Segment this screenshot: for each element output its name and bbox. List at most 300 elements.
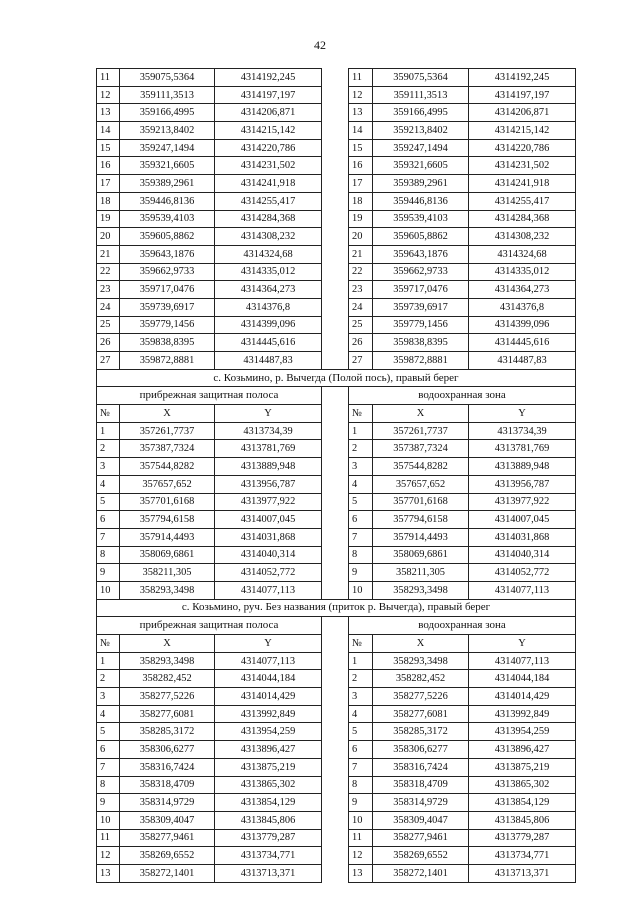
table-row — [97, 670, 576, 688]
y-coordinate: 4314241,918 — [215, 175, 322, 193]
y-coordinate: 4313992,849 — [469, 705, 576, 723]
x-coordinate: 359605,8862 — [373, 228, 469, 246]
column-header-number: № — [97, 635, 120, 653]
column-gap — [322, 122, 349, 140]
y-coordinate: 4313734,771 — [215, 847, 322, 865]
section-title: с. Козьмино, р. Вычегда (Полой пось), правый берег — [97, 369, 576, 387]
coastal-strip-header: прибрежная защитная полоса — [97, 387, 322, 405]
column-header-row — [97, 405, 576, 423]
y-coordinate: 4314052,772 — [469, 564, 576, 582]
y-coordinate: 4314007,045 — [215, 511, 322, 529]
y-coordinate: 4313865,302 — [469, 776, 576, 794]
column-gap — [322, 475, 349, 493]
column-gap — [322, 245, 349, 263]
x-coordinate: 359389,2961 — [120, 175, 215, 193]
point-number: 14 — [349, 122, 373, 140]
y-coordinate: 4313956,787 — [215, 475, 322, 493]
x-coordinate: 359389,2961 — [373, 175, 469, 193]
point-number: 4 — [349, 475, 373, 493]
x-coordinate: 358069,6861 — [120, 546, 215, 564]
point-number: 14 — [97, 122, 120, 140]
x-coordinate: 359166,4995 — [373, 104, 469, 122]
table-row — [97, 263, 576, 281]
y-coordinate: 4314231,502 — [215, 157, 322, 175]
point-number: 3 — [97, 688, 120, 706]
x-coordinate: 359321,6605 — [120, 157, 215, 175]
y-coordinate: 4314206,871 — [215, 104, 322, 122]
table-row — [97, 245, 576, 263]
point-number: 5 — [349, 723, 373, 741]
table-row — [97, 564, 576, 582]
point-number: 24 — [97, 298, 120, 316]
table-row — [97, 228, 576, 246]
point-number: 16 — [349, 157, 373, 175]
point-number: 3 — [349, 688, 373, 706]
point-number: 22 — [97, 263, 120, 281]
column-gap — [322, 635, 349, 653]
point-number: 18 — [349, 192, 373, 210]
point-number: 12 — [349, 86, 373, 104]
point-number: 6 — [349, 741, 373, 759]
point-number: 18 — [97, 192, 120, 210]
point-number: 11 — [97, 829, 120, 847]
x-coordinate: 357544,8282 — [120, 458, 215, 476]
table-row — [97, 546, 576, 564]
table-row — [97, 458, 576, 476]
point-number: 3 — [349, 458, 373, 476]
column-gap — [322, 440, 349, 458]
point-number: 15 — [97, 139, 120, 157]
x-coordinate: 358309,4047 — [120, 811, 215, 829]
y-coordinate: 4314040,314 — [469, 546, 576, 564]
y-coordinate: 4314052,772 — [215, 564, 322, 582]
x-coordinate: 358318,4709 — [120, 776, 215, 794]
y-coordinate: 4314215,142 — [215, 122, 322, 140]
x-coordinate: 359539,4103 — [373, 210, 469, 228]
y-coordinate: 4314192,245 — [215, 69, 322, 87]
x-coordinate: 357387,7324 — [373, 440, 469, 458]
column-gap — [322, 546, 349, 564]
y-coordinate: 4313779,287 — [469, 829, 576, 847]
y-coordinate: 4313992,849 — [215, 705, 322, 723]
point-number: 13 — [97, 864, 120, 882]
column-header-row — [97, 635, 576, 653]
y-coordinate: 4314031,868 — [215, 528, 322, 546]
water-protection-zone-header: водоохранная зона — [349, 617, 576, 635]
table-row — [97, 741, 576, 759]
x-coordinate: 357261,7737 — [373, 422, 469, 440]
point-number: 20 — [349, 228, 373, 246]
coordinates-table-body — [97, 69, 576, 883]
point-number: 7 — [97, 528, 120, 546]
x-coordinate: 358285,3172 — [120, 723, 215, 741]
column-gap — [322, 829, 349, 847]
x-coordinate: 358272,1401 — [120, 864, 215, 882]
x-coordinate: 357261,7737 — [120, 422, 215, 440]
y-coordinate: 4314284,368 — [215, 210, 322, 228]
point-number: 11 — [349, 829, 373, 847]
column-header-number: № — [349, 405, 373, 423]
point-number: 19 — [97, 210, 120, 228]
x-coordinate: 357794,6158 — [120, 511, 215, 529]
x-coordinate: 359166,4995 — [120, 104, 215, 122]
point-number: 8 — [97, 776, 120, 794]
table-row — [97, 210, 576, 228]
table-row — [97, 705, 576, 723]
point-number: 10 — [97, 581, 120, 599]
column-gap — [322, 86, 349, 104]
y-coordinate: 4314335,012 — [215, 263, 322, 281]
column-gap — [322, 723, 349, 741]
x-coordinate: 359779,1456 — [373, 316, 469, 334]
x-coordinate: 357657,652 — [373, 475, 469, 493]
y-coordinate: 4314215,142 — [469, 122, 576, 140]
y-coordinate: 4313954,259 — [215, 723, 322, 741]
point-number: 9 — [97, 564, 120, 582]
x-coordinate: 359662,9733 — [373, 263, 469, 281]
y-coordinate: 4314014,429 — [469, 688, 576, 706]
x-coordinate: 358285,3172 — [373, 723, 469, 741]
x-coordinate: 357914,4493 — [120, 528, 215, 546]
point-number: 2 — [349, 440, 373, 458]
y-coordinate: 4314206,871 — [469, 104, 576, 122]
x-coordinate: 358069,6861 — [373, 546, 469, 564]
column-gap — [322, 175, 349, 193]
y-coordinate: 4314044,184 — [215, 670, 322, 688]
x-coordinate: 358277,6081 — [373, 705, 469, 723]
y-coordinate: 4314220,786 — [215, 139, 322, 157]
point-number: 10 — [349, 811, 373, 829]
point-number: 15 — [349, 139, 373, 157]
x-coordinate: 357544,8282 — [373, 458, 469, 476]
column-header-x: X — [120, 635, 215, 653]
point-number: 27 — [97, 352, 120, 370]
column-header-y: Y — [469, 635, 576, 653]
point-number: 1 — [349, 652, 373, 670]
x-coordinate: 359446,8136 — [373, 192, 469, 210]
x-coordinate: 358293,3498 — [120, 581, 215, 599]
x-coordinate: 359213,8402 — [373, 122, 469, 140]
column-gap — [322, 758, 349, 776]
x-coordinate: 357387,7324 — [120, 440, 215, 458]
y-coordinate: 4314077,113 — [215, 581, 322, 599]
x-coordinate: 359247,1494 — [373, 139, 469, 157]
y-coordinate: 4314284,368 — [469, 210, 576, 228]
table-row — [97, 847, 576, 865]
y-coordinate: 4313713,371 — [469, 864, 576, 882]
point-number: 22 — [349, 263, 373, 281]
point-number: 26 — [97, 334, 120, 352]
point-number: 21 — [349, 245, 373, 263]
column-gap — [322, 139, 349, 157]
point-number: 17 — [97, 175, 120, 193]
point-number: 2 — [97, 670, 120, 688]
point-number: 8 — [349, 546, 373, 564]
column-gap — [322, 847, 349, 865]
table-row — [97, 688, 576, 706]
column-gap — [322, 192, 349, 210]
x-coordinate: 358316,7424 — [373, 758, 469, 776]
point-number: 17 — [349, 175, 373, 193]
column-gap — [322, 705, 349, 723]
y-coordinate: 4314376,8 — [215, 298, 322, 316]
x-coordinate: 357701,6168 — [120, 493, 215, 511]
column-gap — [322, 776, 349, 794]
x-coordinate: 359247,1494 — [120, 139, 215, 157]
column-gap — [322, 263, 349, 281]
column-gap — [322, 405, 349, 423]
x-coordinate: 359446,8136 — [120, 192, 215, 210]
point-number: 2 — [349, 670, 373, 688]
y-coordinate: 4313854,129 — [469, 794, 576, 812]
table-row — [97, 334, 576, 352]
point-number: 1 — [97, 422, 120, 440]
column-gap — [322, 316, 349, 334]
point-number: 13 — [349, 104, 373, 122]
column-gap — [322, 228, 349, 246]
y-coordinate: 4313889,948 — [469, 458, 576, 476]
table-row — [97, 864, 576, 882]
x-coordinate: 359643,1876 — [373, 245, 469, 263]
x-coordinate: 358272,1401 — [373, 864, 469, 882]
x-coordinate: 359717,0476 — [120, 281, 215, 299]
x-coordinate: 359075,5364 — [373, 69, 469, 87]
y-coordinate: 4314192,245 — [469, 69, 576, 87]
section-title-row — [97, 599, 576, 617]
x-coordinate: 358211,305 — [373, 564, 469, 582]
y-coordinate: 4313781,769 — [215, 440, 322, 458]
x-coordinate: 358269,6552 — [373, 847, 469, 865]
x-coordinate: 358277,5226 — [373, 688, 469, 706]
point-number: 6 — [97, 511, 120, 529]
y-coordinate: 4314077,113 — [215, 652, 322, 670]
y-coordinate: 4314364,273 — [215, 281, 322, 299]
table-row — [97, 352, 576, 370]
x-coordinate: 359838,8395 — [373, 334, 469, 352]
y-coordinate: 4314308,232 — [469, 228, 576, 246]
y-coordinate: 4313875,219 — [215, 758, 322, 776]
point-number: 9 — [349, 794, 373, 812]
table-row — [97, 776, 576, 794]
point-number: 8 — [97, 546, 120, 564]
y-coordinate: 4314197,197 — [469, 86, 576, 104]
x-coordinate: 357914,4493 — [373, 528, 469, 546]
x-coordinate: 358277,5226 — [120, 688, 215, 706]
table-row — [97, 316, 576, 334]
table-row — [97, 440, 576, 458]
y-coordinate: 4313977,922 — [469, 493, 576, 511]
x-coordinate: 358277,9461 — [373, 829, 469, 847]
y-coordinate: 4313977,922 — [215, 493, 322, 511]
column-gap — [322, 334, 349, 352]
y-coordinate: 4313779,287 — [215, 829, 322, 847]
zone-header-row — [97, 617, 576, 635]
table-row — [97, 139, 576, 157]
y-coordinate: 4313734,39 — [215, 422, 322, 440]
y-coordinate: 4314197,197 — [215, 86, 322, 104]
point-number: 5 — [97, 723, 120, 741]
column-gap — [322, 617, 349, 635]
point-number: 23 — [97, 281, 120, 299]
x-coordinate: 358314,9729 — [373, 794, 469, 812]
x-coordinate: 359662,9733 — [120, 263, 215, 281]
y-coordinate: 4314077,113 — [469, 581, 576, 599]
point-number: 12 — [349, 847, 373, 865]
x-coordinate: 359739,6917 — [120, 298, 215, 316]
y-coordinate: 4313713,371 — [215, 864, 322, 882]
x-coordinate: 358293,3498 — [373, 581, 469, 599]
y-coordinate: 4314324,68 — [469, 245, 576, 263]
table-row — [97, 422, 576, 440]
table-row — [97, 475, 576, 493]
point-number: 12 — [97, 86, 120, 104]
table-row — [97, 86, 576, 104]
coordinates-table — [96, 68, 576, 883]
x-coordinate: 357701,6168 — [373, 493, 469, 511]
coastal-strip-header: прибрежная защитная полоса — [97, 617, 322, 635]
column-gap — [322, 281, 349, 299]
y-coordinate: 4313954,259 — [469, 723, 576, 741]
y-coordinate: 4314044,184 — [469, 670, 576, 688]
y-coordinate: 4313734,771 — [469, 847, 576, 865]
y-coordinate: 4314241,918 — [469, 175, 576, 193]
x-coordinate: 358277,9461 — [120, 829, 215, 847]
table-row — [97, 69, 576, 87]
point-number: 7 — [97, 758, 120, 776]
point-number: 13 — [97, 104, 120, 122]
point-number: 5 — [349, 493, 373, 511]
y-coordinate: 4314077,113 — [469, 652, 576, 670]
column-header-x: X — [120, 405, 215, 423]
column-gap — [322, 581, 349, 599]
point-number: 11 — [97, 69, 120, 87]
water-protection-zone-header: водоохранная зона — [349, 387, 576, 405]
x-coordinate: 358269,6552 — [120, 847, 215, 865]
x-coordinate: 359075,5364 — [120, 69, 215, 87]
point-number: 3 — [97, 458, 120, 476]
x-coordinate: 359111,3513 — [120, 86, 215, 104]
column-gap — [322, 564, 349, 582]
point-number: 4 — [97, 705, 120, 723]
y-coordinate: 4313896,427 — [469, 741, 576, 759]
x-coordinate: 358293,3498 — [120, 652, 215, 670]
point-number: 25 — [97, 316, 120, 334]
table-row — [97, 652, 576, 670]
y-coordinate: 4314324,68 — [215, 245, 322, 263]
section-title-row — [97, 369, 576, 387]
table-row — [97, 157, 576, 175]
table-row — [97, 528, 576, 546]
y-coordinate: 4314445,616 — [469, 334, 576, 352]
column-gap — [322, 652, 349, 670]
x-coordinate: 359739,6917 — [373, 298, 469, 316]
table-row — [97, 758, 576, 776]
point-number: 7 — [349, 758, 373, 776]
point-number: 10 — [97, 811, 120, 829]
column-gap — [322, 794, 349, 812]
y-coordinate: 4314007,045 — [469, 511, 576, 529]
table-row — [97, 493, 576, 511]
x-coordinate: 359717,0476 — [373, 281, 469, 299]
y-coordinate: 4314031,868 — [469, 528, 576, 546]
table-row — [97, 104, 576, 122]
column-gap — [322, 670, 349, 688]
y-coordinate: 4314014,429 — [215, 688, 322, 706]
x-coordinate: 357794,6158 — [373, 511, 469, 529]
x-coordinate: 358309,4047 — [373, 811, 469, 829]
x-coordinate: 358277,6081 — [120, 705, 215, 723]
y-coordinate: 4313875,219 — [469, 758, 576, 776]
point-number: 4 — [349, 705, 373, 723]
y-coordinate: 4313889,948 — [215, 458, 322, 476]
y-coordinate: 4314335,012 — [469, 263, 576, 281]
y-coordinate: 4314487,83 — [215, 352, 322, 370]
column-gap — [322, 493, 349, 511]
x-coordinate: 359779,1456 — [120, 316, 215, 334]
point-number: 4 — [97, 475, 120, 493]
table-row — [97, 298, 576, 316]
table-row — [97, 175, 576, 193]
column-header-x: X — [373, 635, 469, 653]
column-header-x: X — [373, 405, 469, 423]
coordinates-document — [96, 68, 575, 883]
point-number: 26 — [349, 334, 373, 352]
point-number: 19 — [349, 210, 373, 228]
x-coordinate: 359111,3513 — [373, 86, 469, 104]
table-row — [97, 581, 576, 599]
point-number: 21 — [97, 245, 120, 263]
point-number: 1 — [97, 652, 120, 670]
column-gap — [322, 157, 349, 175]
column-gap — [322, 528, 349, 546]
column-header-y: Y — [469, 405, 576, 423]
point-number: 11 — [349, 69, 373, 87]
y-coordinate: 4313865,302 — [215, 776, 322, 794]
point-number: 8 — [349, 776, 373, 794]
y-coordinate: 4313845,806 — [215, 811, 322, 829]
point-number: 6 — [349, 511, 373, 529]
x-coordinate: 358211,305 — [120, 564, 215, 582]
column-gap — [322, 688, 349, 706]
x-coordinate: 359872,8881 — [373, 352, 469, 370]
y-coordinate: 4314376,8 — [469, 298, 576, 316]
table-row — [97, 281, 576, 299]
column-gap — [322, 864, 349, 882]
y-coordinate: 4314231,502 — [469, 157, 576, 175]
x-coordinate: 358293,3498 — [373, 652, 469, 670]
point-number: 7 — [349, 528, 373, 546]
section-title: с. Козьмино, руч. Без названия (приток р. Вычегда), правый берег — [97, 599, 576, 617]
y-coordinate: 4313781,769 — [469, 440, 576, 458]
x-coordinate: 358316,7424 — [120, 758, 215, 776]
table-row — [97, 511, 576, 529]
x-coordinate: 359539,4103 — [120, 210, 215, 228]
point-number: 23 — [349, 281, 373, 299]
column-gap — [322, 298, 349, 316]
y-coordinate: 4313734,39 — [469, 422, 576, 440]
point-number: 2 — [97, 440, 120, 458]
point-number: 9 — [97, 794, 120, 812]
x-coordinate: 357657,652 — [120, 475, 215, 493]
x-coordinate: 358306,6277 — [373, 741, 469, 759]
x-coordinate: 358282,452 — [373, 670, 469, 688]
point-number: 5 — [97, 493, 120, 511]
point-number: 9 — [349, 564, 373, 582]
table-row — [97, 723, 576, 741]
y-coordinate: 4313956,787 — [469, 475, 576, 493]
table-row — [97, 794, 576, 812]
y-coordinate: 4314487,83 — [469, 352, 576, 370]
